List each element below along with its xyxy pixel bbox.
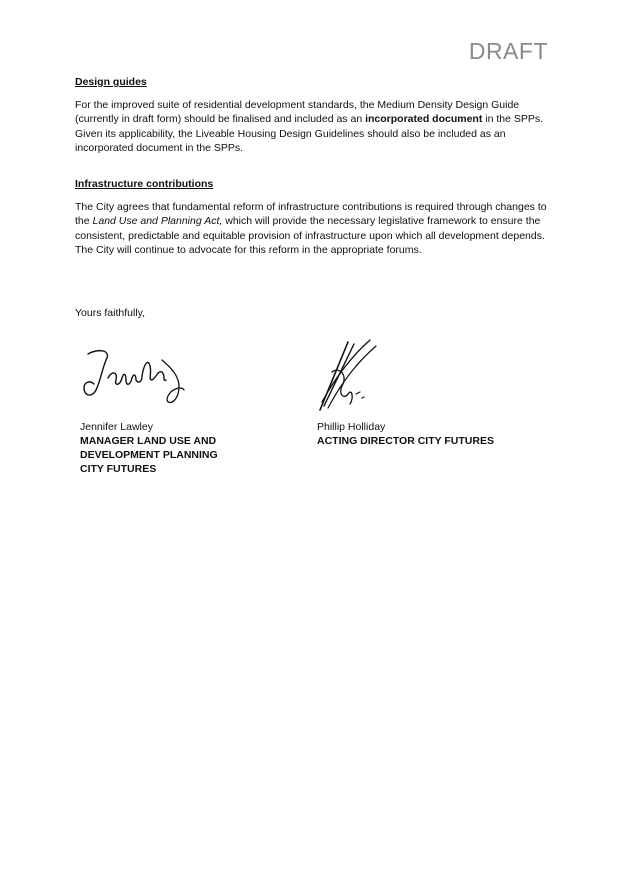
act-name-italic: Land Use and Planning Act, — [92, 215, 223, 228]
infrastructure-section — [75, 177, 555, 257]
signatory-title-line: MANAGER LAND USE AND — [80, 435, 217, 447]
infrastructure-text-end: which will provide the necessary legislative framework to ensure the consistent, predictable and equitable provision of infrastructure upon which all development depends. The City will continue to advocate for this reform in the appropriate forums. — [75, 215, 545, 257]
design-guides-paragraph — [75, 98, 555, 155]
signatory-title-line: DEVELOPMENT PLANNING — [80, 449, 218, 461]
signatory-title-line: CITY FUTURES — [80, 463, 157, 475]
signature-jennifer-lawley — [78, 340, 188, 412]
closing-salutation: Yours faithfully, — [75, 307, 146, 319]
infrastructure-text-start: The City agrees that fundamental reform of infrastructure contributions is required through changes to the — [75, 201, 547, 228]
signatory-left — [80, 420, 218, 476]
signature-phillip-holliday — [314, 336, 384, 414]
signatory-title-line: ACTING DIRECTOR CITY FUTURES — [317, 435, 494, 447]
letter-body — [75, 75, 555, 257]
design-guides-text-end: in the SPPs. Given its applicability, the Liveable Housing Design Guidelines should also be included as an incorporated document in the SPPs. — [75, 113, 544, 154]
draft-watermark: DRAFT — [468, 38, 548, 64]
signatory-right — [317, 420, 494, 448]
signatory-name: Phillip Holliday — [317, 421, 386, 433]
infrastructure-paragraph — [75, 200, 555, 257]
incorporated-document-emphasis: incorporated document — [365, 113, 483, 126]
design-guides-heading: Design guides — [75, 76, 147, 88]
infrastructure-heading: Infrastructure contributions — [75, 178, 214, 191]
design-guides-section — [75, 75, 555, 155]
design-guides-text-start: For the improved suite of residential development standards, the Medium Density Design Guide (currently in draft form) should be finalised and included as an — [75, 99, 520, 126]
signatory-name: Jennifer Lawley — [80, 421, 153, 433]
